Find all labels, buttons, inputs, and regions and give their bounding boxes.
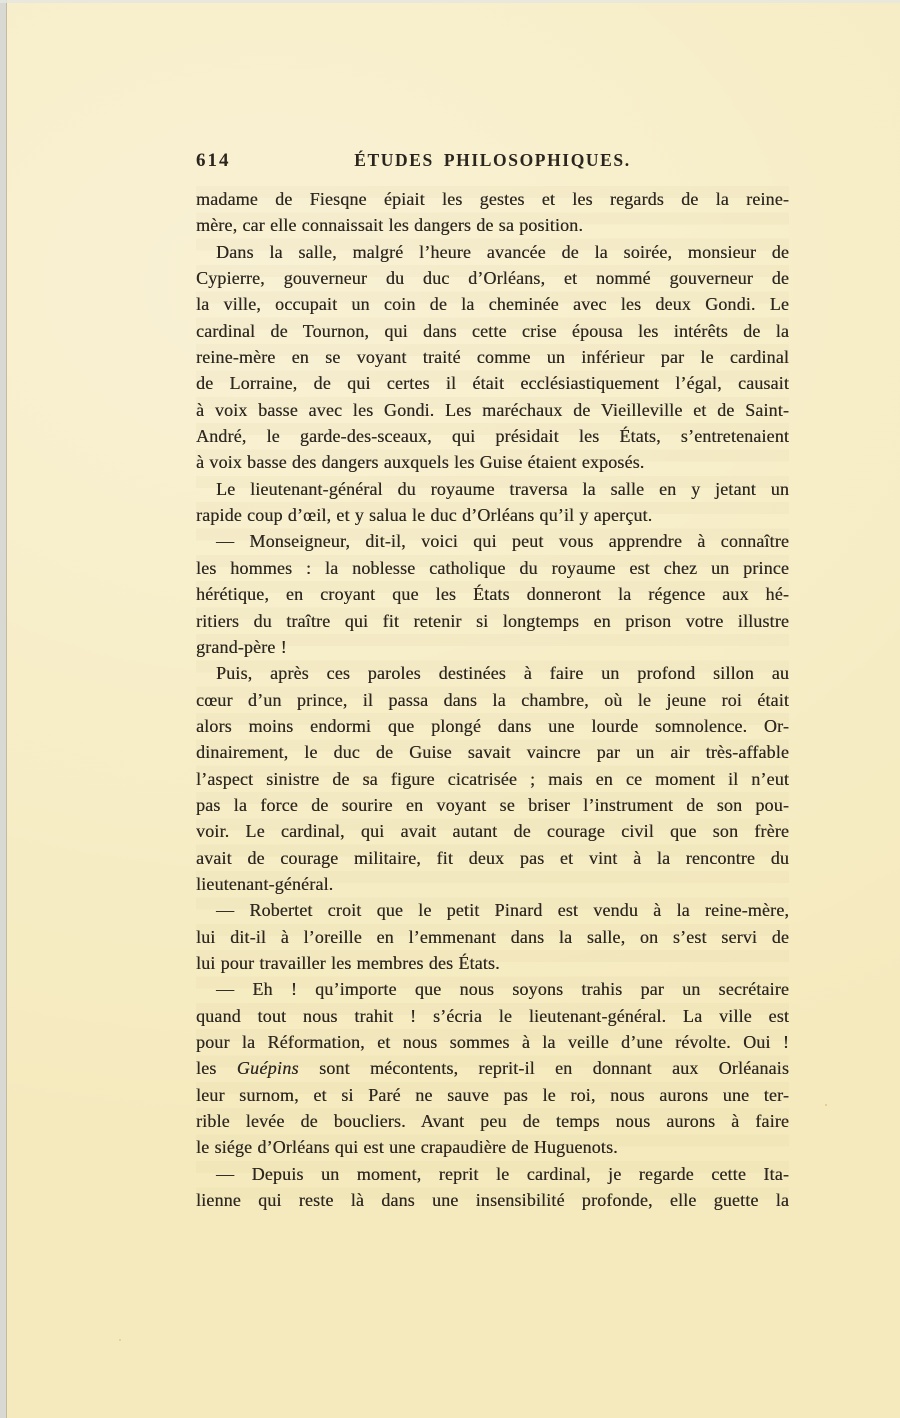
text-line: le siége d’Orléans qui est une crapaudière de Huguenots. [196,1137,618,1158]
text-line: à voix basse avec les Gondi. Les maréchaux de Vieilleville et de Saint- [196,399,789,420]
text-line: Cypierre, gouverneur du duc d’Orléans, et nommé gouverneur de [196,268,789,289]
text-line: voir. Le cardinal, qui avait autant de courage civil que son frère [196,821,789,842]
text-line: — Monseigneur, dit-il, voici qui peut vous apprendre à connaître [216,531,789,552]
text-line: les Guépins sont mécontents, reprit-il en donnant aux Orléanais [196,1058,789,1079]
text-line: les hommes : la noblesse catholique du royaume est chez un prince [196,557,789,578]
text-line: hérétique, en croyant que les États donneront la régence aux hé- [196,584,789,605]
text-line: Dans la salle, malgré l’heure avancée de la soirée, monsieur de [216,241,789,262]
paragraph [196,897,789,976]
paragraph [196,239,789,476]
text-line: cardinal de Tournon, qui dans cette crise épousa les intérêts de la [196,320,789,341]
text-line: leur surnom, et si Paré ne sauve pas le roi, nous aurons une ter- [196,1084,789,1105]
text-line: André, le garde-des-sceaux, qui présidait les États, s’entretenaient [196,426,789,447]
paragraph [196,528,789,660]
text-line: alors moins endormi que plongé dans une lourde somnolence. Or- [196,715,789,736]
page-number: 614 [196,150,231,171]
text-line: l’aspect sinistre de sa figure cicatrisée ; mais en ce moment il n’eut [196,768,789,789]
text-line: lieutenant-général. [196,873,334,894]
scan-edge-top [0,0,900,3]
text-line: pas la force de sourire en voyant se briser l’instrument de son pou- [196,794,789,815]
text-line: — Depuis un moment, reprit le cardinal, je regarde cette Ita- [216,1163,789,1184]
running-title: ÉTUDES PHILOSOPHIQUES. [354,150,631,170]
scan-edge-left [0,0,7,1418]
text-line: reine-mère en se voyant traité comme un inférieur par le cardinal [196,347,789,368]
paragraph [196,660,789,897]
text-line: cœur d’un prince, il passa dans la chambre, où le jeune roi était [196,689,789,710]
text-line: dinairement, le duc de Guise savait vaincre par un air très-affable [196,742,789,763]
text-line: Le lieutenant-général du royaume traversa la salle en y jetant un [216,478,789,499]
text-line: ritiers du traître qui fit retenir si longtemps en prison votre illustre [196,610,789,631]
text-line: — Robertet croit que le petit Pinard est vendu à la reine-mère, [216,900,789,921]
text-line: lui dit-il à l’oreille en l’emmenant dans la salle, on s’est servi de [196,926,789,947]
text-line: la ville, occupait un coin de la cheminée avec les deux Gondi. Le [196,294,789,315]
text-line: mère, car elle connaissait les dangers de sa position. [196,215,583,236]
paragraph [196,476,789,529]
text-line: grand-père ! [196,636,287,657]
text-body [196,186,789,1213]
paragraph [196,1161,789,1214]
text-line: pour la Réformation, et nous sommes à la veille d’une révolte. Oui ! [196,1032,789,1052]
paragraph [196,186,789,239]
text-line: lui pour travailler les membres des États. [196,952,500,973]
text-line: Puis, après ces paroles destinées à faire un profond sillon au [216,663,789,684]
paragraph [196,976,789,1160]
page-header [196,150,789,176]
page-content [196,150,789,1213]
text-line: de Lorraine, de qui certes il était ecclésiastiquement l’égal, causait [196,373,789,394]
text-line: avait de courage militaire, fit deux pas et vint à la rencontre du [196,847,789,868]
text-line: quand tout nous trahit ! s’écria le lieutenant-général. La ville est [196,1005,789,1026]
text-line: — Eh ! qu’importe que nous soyons trahis par un secrétaire [216,979,789,1000]
text-line: madame de Fiesqne épiait les gestes et les regards de la reine- [196,189,789,209]
text-line: rapide coup d’œil, et y salua le duc d’Orléans qu’il y aperçut. [196,505,653,526]
text-line: à voix basse des dangers auxquels les Guise étaient exposés. [196,452,645,473]
text-line: rible levée de boucliers. Avant peu de temps nous aurons à faire [196,1111,789,1132]
text-line: lienne qui reste là dans une insensibilité profonde, elle guette la [196,1190,789,1211]
